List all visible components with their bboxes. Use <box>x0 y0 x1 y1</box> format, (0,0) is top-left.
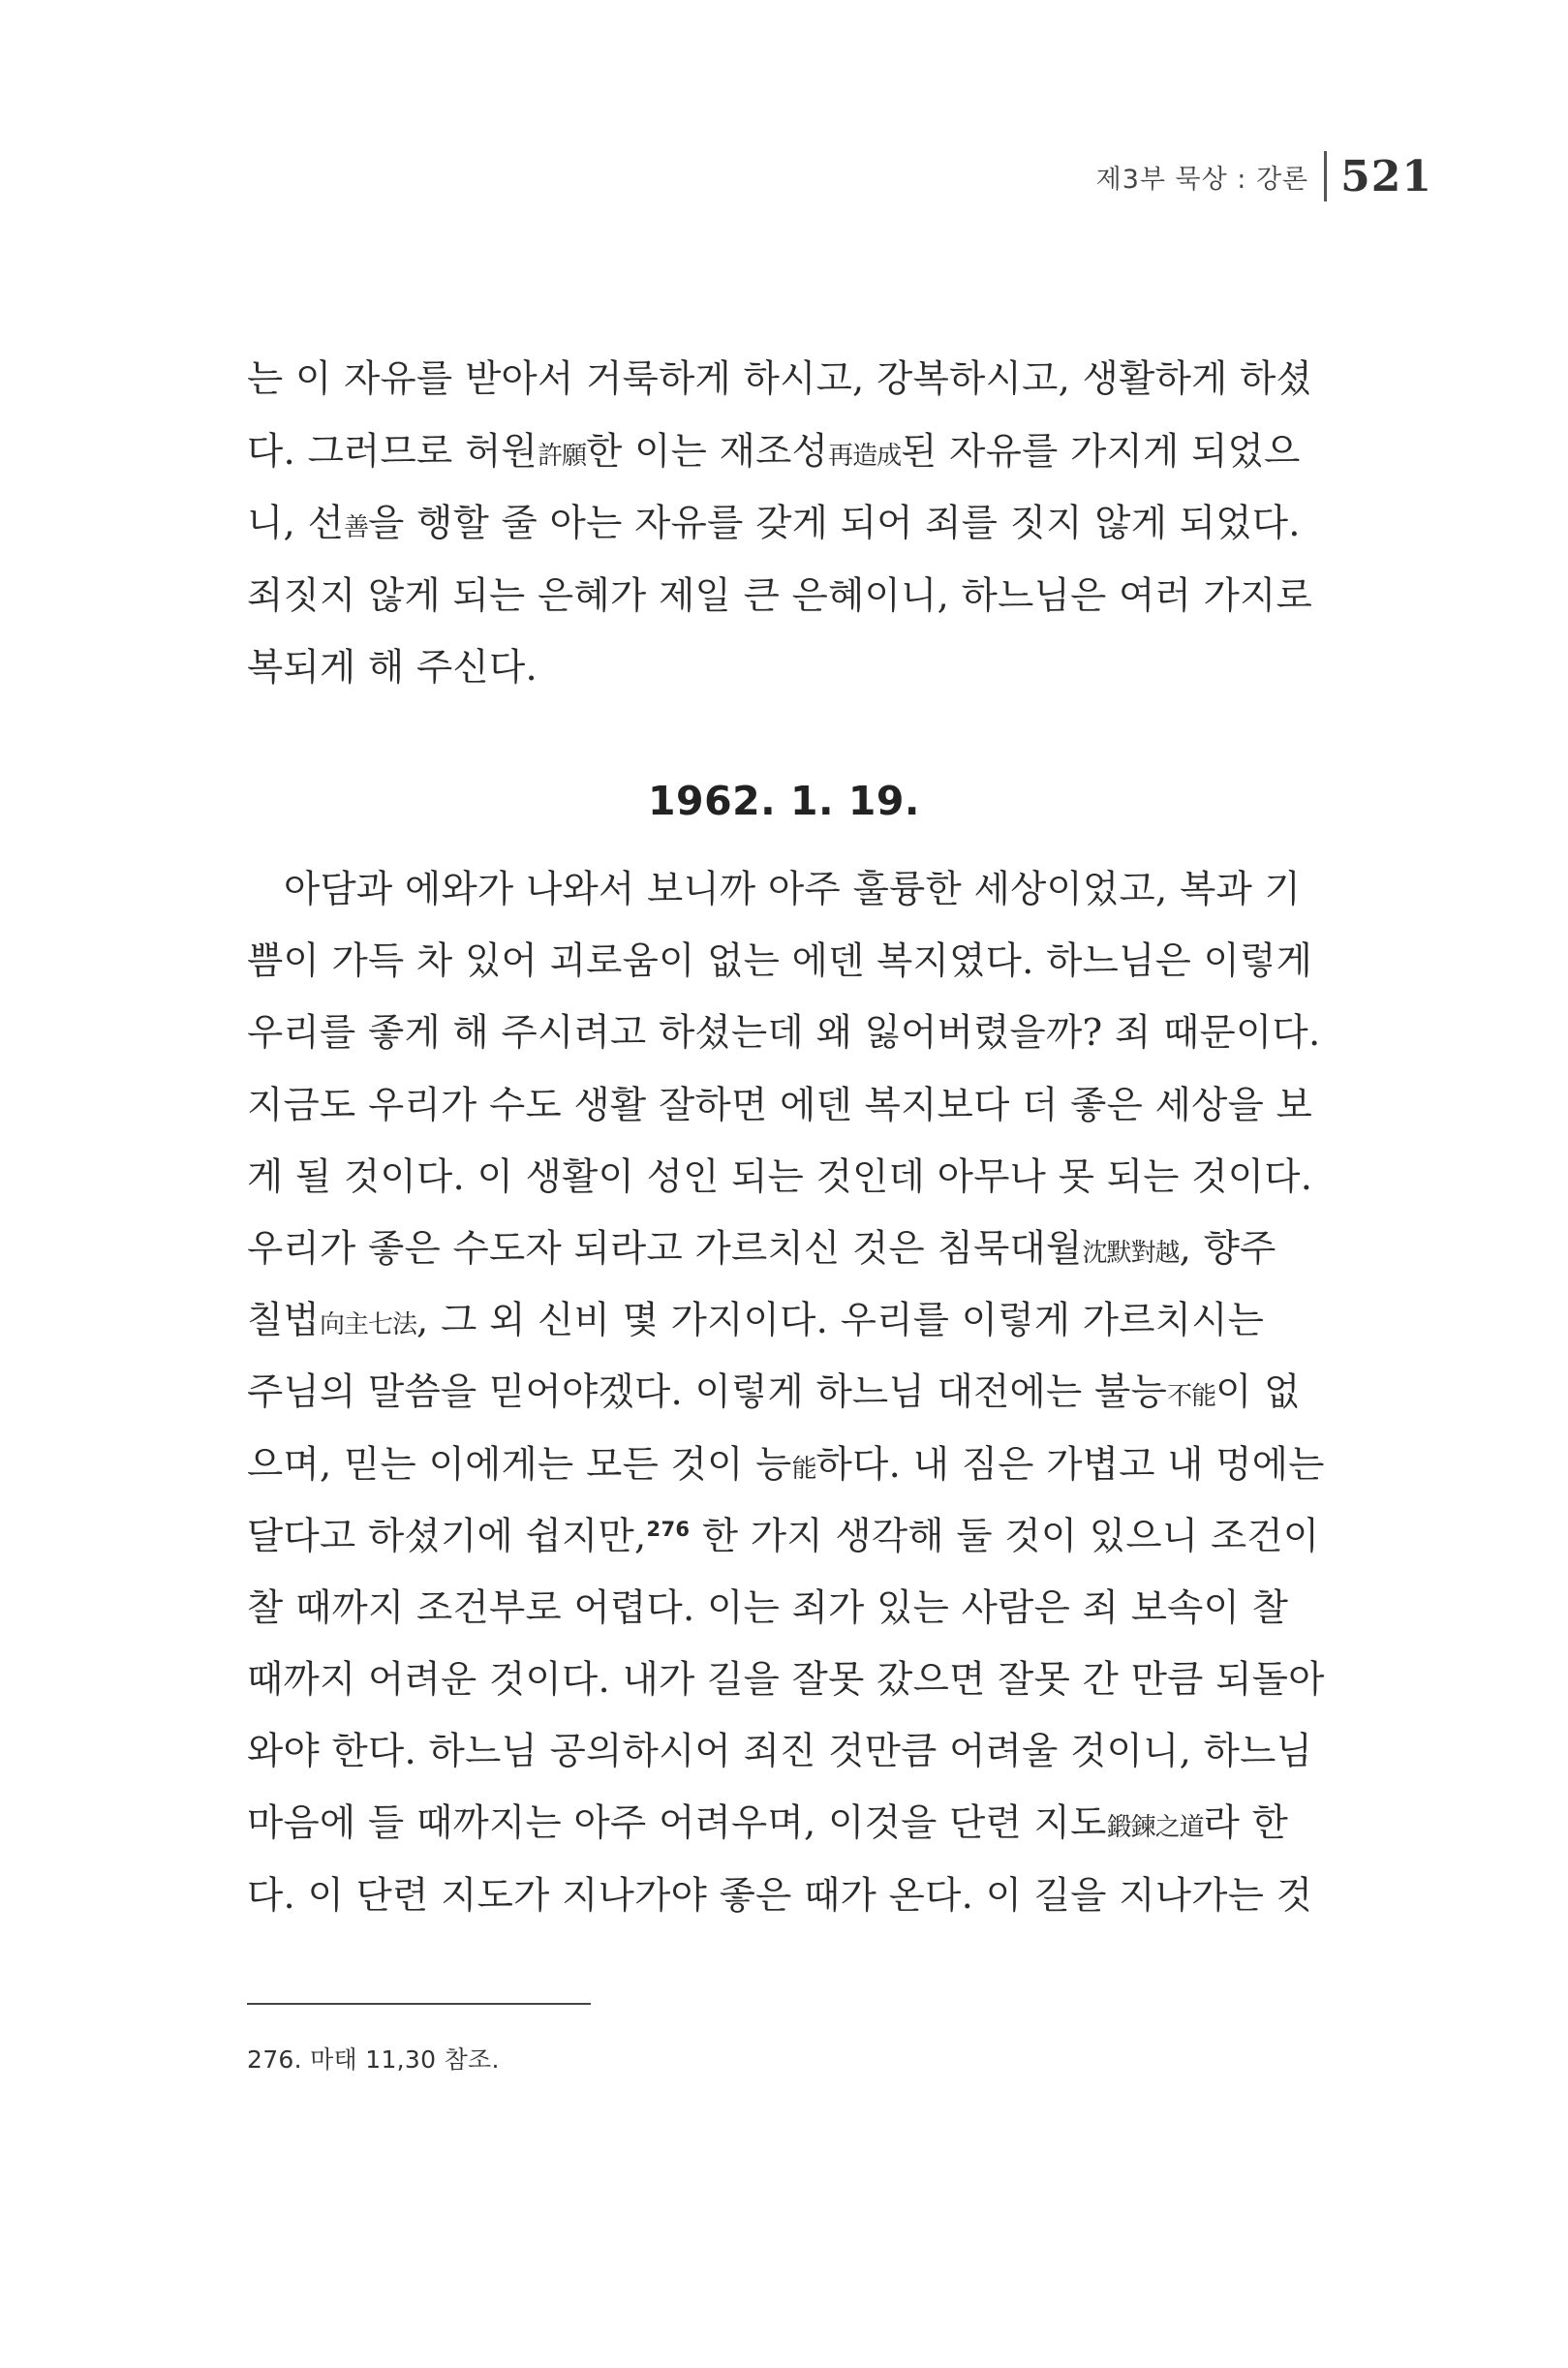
text-segment: 아담과 에와가 나와서 보니까 아주 훌륭한 세상이었고, 복과 기 <box>284 868 1302 911</box>
text-line <box>247 854 1332 926</box>
hanja-gloss: 向主七法 <box>319 1310 416 1340</box>
text-segment: 라 한 <box>1203 1801 1289 1846</box>
footnote: 276. 마태 11,30 참조. <box>247 2045 500 2074</box>
text-segment: 니, 선 <box>247 502 345 545</box>
text-segment: 와야 한다. 하느님 공의하시어 죄진 것만큼 어려울 것이니, 하느님 <box>247 1730 1313 1774</box>
text-segment: 된 자유를 가지게 되었으 <box>901 429 1301 474</box>
running-header <box>1096 147 1432 205</box>
date-heading: 1962. 1. 19. <box>648 778 920 824</box>
hanja-gloss: 鍛鍊之道 <box>1106 1813 1204 1843</box>
text-line <box>247 632 1332 705</box>
hanja-gloss: 沈默對越 <box>1082 1238 1180 1268</box>
text-segment: 하다. 내 짐은 가볍고 내 멍에는 <box>815 1442 1325 1487</box>
text-segment: 죄짓지 않게 되는 은혜가 제일 큰 은혜이니, 하느님은 여러 가지로 <box>247 573 1313 618</box>
hanja-gloss: 能 <box>791 1454 816 1484</box>
text-segment: 다. 이 단련 지도가 지나가야 좋은 때가 온다. 이 길을 지나가는 것 <box>247 1873 1313 1918</box>
text-line <box>247 1573 1332 1645</box>
text-line <box>247 1501 1332 1573</box>
text-segment: 한 이는 재조성 <box>586 429 829 474</box>
text-line <box>247 1861 1332 1932</box>
text-line <box>247 1285 1332 1357</box>
text-segment: 게 될 것이다. 이 생활이 성인 되는 것인데 아무나 못 되는 것이다. <box>247 1154 1313 1199</box>
text-segment: 지금도 우리가 수도 생활 잘하면 에덴 복지보다 더 좋은 세상을 보 <box>247 1083 1313 1127</box>
text-line <box>247 1788 1332 1860</box>
text-line <box>247 416 1332 489</box>
text-segment: 달다고 하셨기에 쉽지만, <box>247 1514 647 1558</box>
paragraph-2 <box>247 854 1332 1932</box>
text-line <box>247 998 1332 1069</box>
header-divider <box>1324 151 1327 201</box>
hanja-gloss: 許願 <box>538 441 587 471</box>
text-segment: , 향주 <box>1179 1226 1276 1271</box>
text-segment: 쁨이 가득 차 있어 괴로움이 없는 에덴 복지였다. 하느님은 이렇게 <box>247 939 1313 984</box>
hanja-gloss: 再造成 <box>828 441 902 471</box>
footnote-marker[interactable]: 276 <box>646 1517 691 1541</box>
text-segment: 우리가 좋은 수도자 되라고 가르치신 것은 침묵대월 <box>247 1226 1083 1271</box>
text-segment: 때까지 어려운 것이다. 내가 길을 잘못 갔으면 잘못 간 만큼 되돌아 <box>247 1658 1325 1703</box>
text-segment: 칠법 <box>247 1299 320 1343</box>
text-line <box>247 1716 1332 1788</box>
text-line <box>247 1214 1332 1285</box>
text-line <box>247 488 1332 561</box>
text-line <box>247 1645 1332 1716</box>
page-number: 521 <box>1340 151 1432 201</box>
text-line <box>247 1070 1332 1142</box>
text-segment: 으며, 믿는 이에게는 모든 것이 능 <box>247 1442 792 1487</box>
text-line <box>247 1142 1332 1214</box>
text-segment: 찰 때까지 조건부로 어렵다. 이는 죄가 있는 사람은 죄 보속이 찰 <box>247 1585 1289 1630</box>
paragraph-1 <box>247 344 1332 705</box>
text-segment: 을 행할 줄 아는 자유를 갖게 되어 죄를 짓지 않게 되었다. <box>368 502 1301 545</box>
hanja-gloss: 不能 <box>1167 1382 1216 1412</box>
text-segment: 마음에 들 때까지는 아주 어려우며, 이것을 단련 지도 <box>247 1801 1107 1846</box>
text-segment: 는 이 자유를 받아서 거룩하게 하시고, 강복하시고, 생활하게 하셨 <box>247 357 1313 401</box>
text-segment: 이 없 <box>1215 1370 1301 1415</box>
text-line <box>247 926 1332 998</box>
text-segment: 복되게 해 주신다. <box>247 646 538 690</box>
text-segment: , 그 외 신비 몇 가지이다. 우리를 이렇게 가르치시는 <box>416 1299 1265 1343</box>
section-title: 제3부 묵상 : 강론 <box>1095 164 1309 195</box>
text-line <box>247 1430 1332 1501</box>
text-segment: 주님의 말씀을 믿어야겠다. 이렇게 하느님 대전에는 불능 <box>247 1370 1168 1415</box>
text-segment: 다. 그러므로 허원 <box>247 429 538 474</box>
hanja-gloss: 善 <box>344 513 369 542</box>
text-line <box>247 344 1332 416</box>
text-segment: 한 가지 생각해 둘 것이 있으니 조건이 <box>690 1514 1320 1558</box>
text-segment: 우리를 좋게 해 주시려고 하셨는데 왜 잃어버렸을까? 죄 때문이다. <box>247 1011 1321 1056</box>
text-line <box>247 1357 1332 1429</box>
footnote-divider <box>247 2003 591 2005</box>
text-line <box>247 561 1332 633</box>
